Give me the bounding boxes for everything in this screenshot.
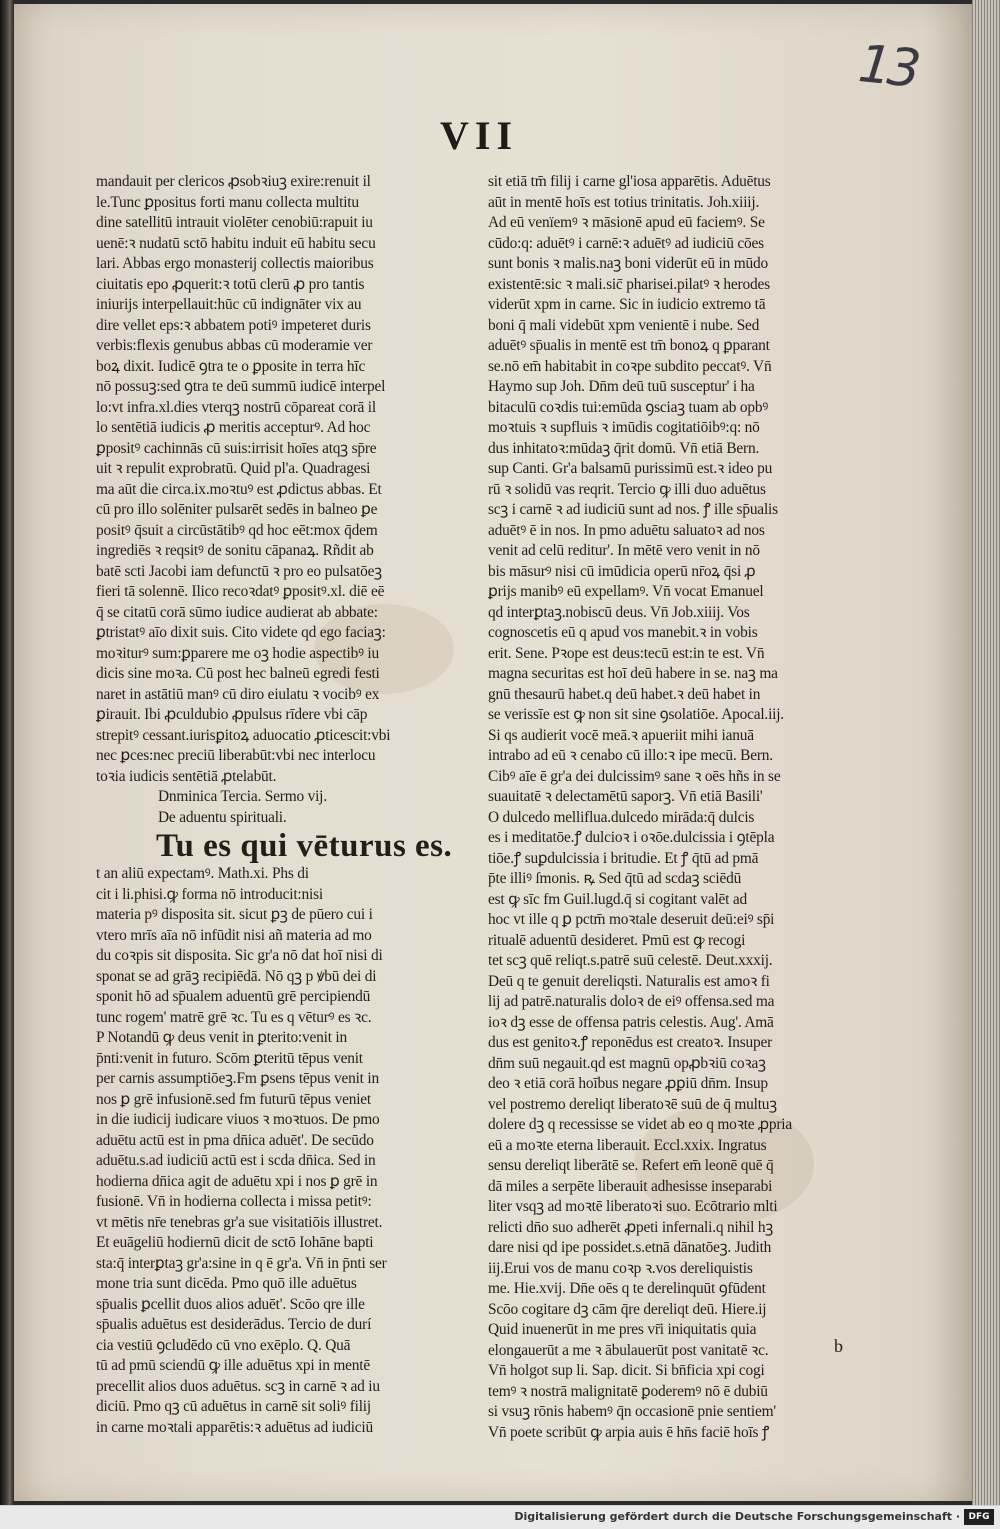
- text-line: mone tria sunt dicēda. Pmo quō ille aduētus: [96, 1275, 357, 1292]
- text-line: aduētu.s.ad iudiciū actū est i scda dn̄ica. Sed in: [96, 1152, 376, 1169]
- text-line: cūdo:q: aduētꝰ i carnē:ꝛ aduētꝰ ad iudiciū cōes: [488, 234, 764, 252]
- text-line: est ꝙ sīc fm Guil.lugd.q̄ si cogitant valēt ad: [488, 890, 748, 908]
- text-line: aūt in mentē hoīs est totius trinitatis. Joh.xiiij.: [488, 193, 760, 211]
- text-line: sp̄ualis aduētus est desiderādus. Tercio de durí: [96, 1316, 372, 1333]
- text-line: dus est genitoꝛ.ꝭ reponēdus est creatoꝛ. Insuper: [488, 1034, 773, 1051]
- left-book-edge: [0, 0, 14, 1505]
- text-line: Et euāgeliū hodiernū dicit de sctō Iohāne bapti: [96, 1234, 374, 1251]
- text-line: cia vestiū ꝯcludēdo cū vno exēplo. Q. Quā: [96, 1336, 351, 1354]
- text-line: Scōo cogitare dꝫ cām q̄re dereliqt deū. Hiere.ij: [488, 1300, 767, 1318]
- text-line: ꝑtristatꝰ aīo dixit suis. Cito videte qd ego faciaꝫ:: [96, 624, 386, 641]
- text-line: nō possuꝫ:sed ꝯtra te deū summū iudicē interpel: [96, 378, 386, 395]
- text-line: sit etiā tm̄ filij i carne gl'iosa apparētis. Aduētus: [488, 173, 771, 190]
- text-line: me. Hie.xvij. Dn̄e oēs q te derelinquūt ꝯfūdent: [488, 1280, 766, 1297]
- text-line: naret in astātiū manꝰ cū diro eiulatu ꝛ vocibꝰ ex: [96, 685, 380, 703]
- text-line: boꝝ dixit. Iudicē ꝯtra te o ꝑposite in terra hīc: [96, 357, 366, 375]
- text-line: Vn̄ poete scribūt ꝙ arpia auis ē hn̄s faciē hoīs ꝭ: [488, 1423, 770, 1441]
- text-line: Haymo sup Joh. Dn̄m deū tuū susceptur' i ha: [488, 378, 755, 395]
- text-line: Deū q te genuit dereliqsti. Naturalis est amoꝛ fi: [488, 972, 770, 990]
- handwritten-folio-number: 13: [855, 34, 920, 100]
- text-line: gnū thesaurū habet.q deū habet.ꝛ deū habet in: [488, 685, 761, 703]
- text-line: suauitatē ꝛ delectamētū saporꝫ. Vn̄ etiā Basili': [488, 788, 763, 805]
- text-line: bis māsurꝰ nisi cū imūdicia operū nr̄oꝝ q̄si ꝓ: [488, 562, 756, 580]
- text-line: magna securitas est hoī deū habere in se. naꝫ ma: [488, 665, 778, 682]
- text-line: tiōe.ꝭ suꝑdulcissia i britudie. Et ꝭ q̄tū ad pmā: [488, 849, 759, 867]
- text-line: p̄te illiꝰ ſmonis. ꝶ Sed q̄tū ad scdaꝫ sciēdū: [488, 870, 742, 887]
- text-line: moꝛiturꝰ sum:ꝑparere me oꝫ hodie aspectibꝰ iu: [96, 644, 379, 662]
- page-edges: [972, 0, 1000, 1505]
- text-line: rū ꝛ solidū vas reqrit. Tercio ꝙ illi duo aduētus: [488, 480, 766, 498]
- text-line: sponat se ad grāꝫ recipiēdā. Nō qꝫ p ꝟbū dei di: [96, 967, 377, 985]
- text-line: deo ꝛ etiā corā hoībus negare ꝓꝑiū dn̄m. Insup: [488, 1075, 768, 1092]
- text-line: dine satellitū intrauit violēter cenobiū:rapuit iu: [96, 214, 373, 231]
- text-line: qd interꝑtaꝫ.nobiscū deus. Vn̄ Job.xiiij. Vos: [488, 603, 750, 621]
- text-line: lo:vt infra.xl.dies vterqꝫ nostrū cōpareat corā il: [96, 398, 376, 416]
- text-line: ritualē aduentū desideret. Pmū est ꝙ recogi: [488, 931, 746, 949]
- text-line: liter vsqꝫ ad moꝛtē liberatoꝛi suo. Ecōtrario mlti: [488, 1198, 778, 1215]
- text-line: tū ad pmū sciendū ꝙ ille aduētus xpi in mentē: [96, 1357, 370, 1374]
- text-line: ma aūt die circa.ix.moꝛtuꝰ est ꝓdictus abbas. Et: [96, 480, 382, 498]
- text-line: cognoscetis eū q apud vos manebit.ꝛ in vobis: [488, 624, 758, 641]
- text-line: temꝰ ꝛ nostrā malignitatē ꝑoderemꝰ nō ē dubiū: [488, 1382, 768, 1400]
- text-line: hoc vt ille q ꝑ pctm̄ moꝛtale deseruit deū:eiꝰ sp̄i: [488, 911, 775, 928]
- text-line: precellit alios duos aduētus. scꝫ in carnē ꝛ ad iu: [96, 1377, 380, 1395]
- text-line: vel postremo dereliqt liberatoꝛē suū de q̄ multuꝫ: [488, 1095, 777, 1113]
- text-line: dn̄m suū negauit.qd est magnū opꝓbꝛiū coꝛaꝫ: [488, 1054, 766, 1072]
- text-line: nec ꝑces:nec preciū liberabūt:vbi nec interlocu: [96, 747, 376, 764]
- text-line: aduētu actū est in pma dn̄ica aduēt'. De secūdo: [96, 1131, 374, 1149]
- text-line: venit ad celū reditur'. In mētē vero venit in nō: [488, 542, 760, 559]
- text-line: se verissīe est ꝙ non sit sine ꝯsolatiōe. Apocal.iij.: [488, 706, 784, 723]
- text-line: in die iudicij iudicare viuos ꝛ moꝛtuos. De pmo: [96, 1111, 380, 1128]
- text-line: P Notandū ꝙ deus venit in ꝑterito:venit in: [96, 1029, 348, 1046]
- text-line: se.nō em̄ habitabit in coꝛpe subdito peccatꝰ. Vn̄: [488, 357, 772, 375]
- text-line: dire vellet eps:ꝛ abbatem potiꝰ impeteret duris: [96, 316, 371, 334]
- text-line: iniurijs interpellauit:hūc cū indignāter vix au: [96, 296, 362, 313]
- text-line: sunt bonis ꝛ malis.naꝫ boni viderūt eū in mūdo: [488, 255, 768, 272]
- text-line: relicti dn̄o suo adherēt ꝓpeti infernali.q nihil hꝫ: [488, 1218, 774, 1236]
- left-column: [96, 172, 480, 1438]
- text-line: sponit hō ad sp̄ualem aduentū grē percipiendū: [96, 988, 371, 1005]
- decorated-incipit: Tu es qui vēturus es.: [156, 828, 453, 864]
- text-line: Ad eū venïemꝰ ꝛ māsionē apud eū faciemꝰ. Se: [488, 214, 765, 231]
- text-line: strepitꝰ cessant.iurisꝑitoꝝ aduocatio ꝓticescit:vbi: [96, 726, 391, 744]
- dfg-logo: DFG: [964, 1509, 994, 1525]
- text-line: Quid inuenerūt in me pres vr̄i iniquitatis quia: [488, 1321, 757, 1338]
- text-line: le.Tunc ꝑpositus forti manu collecta multitu: [96, 193, 359, 211]
- text-line: eū a moꝛte eterna liberauit. Eccl.xxix. Ingratus: [488, 1136, 767, 1154]
- text-line: sp̄ualis ꝑcellit duos alios aduēt'. Scōo qre ille: [96, 1295, 365, 1313]
- text-line: scꝫ i carnē ꝛ ad iudiciū sunt ad nos. ꝭ ille sp̄ualis: [488, 501, 778, 518]
- text-line: t an aliū expectamꝰ. Math.xi. Phs di: [96, 865, 309, 882]
- text-line: ingrediēs ꝛ reqsitꝰ de sonitu cāpanaꝝ. Rñdit ab: [96, 542, 374, 559]
- text-line: q̄ se citatū corā sūmo iudice audierat ab abbate:: [96, 603, 378, 621]
- text-line: existentē:sic ꝛ mali.sic̄ pharisei.pilatꝰ ꝛ herodes: [488, 275, 770, 293]
- right-column: [488, 172, 876, 1443]
- text-line: ioꝛ dꝫ esse de offensa patris celestis. Aug'. Amā: [488, 1013, 774, 1031]
- text-line: ꝑirauit. Ibi ꝓculdubio ꝓpulsus rīdere vbi cāp: [96, 706, 368, 723]
- text-line: dare nisi qd ipe possidet.s.etnā dānatōeꝫ. Judith: [488, 1239, 772, 1256]
- text-line: toꝛia iudicis sentētiā ꝓtelabūt.: [96, 767, 277, 785]
- text-line: per carnis assumptiōeꝫ.Fm ꝑsens tēpus venit in: [96, 1070, 379, 1087]
- text-line: Si qs audierit vocē meā.ꝛ apueriit mihi ianuā: [488, 726, 754, 744]
- text-line: lo sentētiā iudicis ꝓ meritis accepturꝰ. Ad hoc: [96, 419, 371, 436]
- text-line: dicis sine moꝛa. Cū post hec balneū egredi festi: [96, 665, 380, 682]
- text-line: mandauit per clericos ꝓsobꝛiuꝫ exire:renuit il: [96, 173, 371, 190]
- text-line: materia pꝰ disposita sit. sicut ꝑꝫ de pūero cui i: [96, 906, 373, 923]
- text-line: p̄nti:venit in futuro. Scōm ꝑteritū tēpus venit: [96, 1049, 363, 1067]
- text-line: iij.Erui vos de manu coꝛp ꝛ.vos dereliquistis: [488, 1259, 753, 1277]
- text-line: tet scꝫ quē reliqt.s.patrē suū celestē. Deut.xxxij.: [488, 952, 773, 969]
- text-line: vtero mrīs aīa nō infūdit nisi añ materia ad mo: [96, 926, 372, 944]
- text-line: ꝑrijs manibꝰ eū expellamꝰ. Vn̄ vocat Emanuel: [488, 583, 764, 600]
- text-line: positꝰ q̄suit a circūstātibꝰ qd hoc eēt:mox q̄dem: [96, 521, 378, 539]
- text-line: dolere dꝫ q recessisse se videt ab eo q moꝛte ꝓpria: [488, 1116, 792, 1133]
- text-line: ciuitatis epo ꝓquerit:ꝛ totū clerū ꝓ pro tantis: [96, 275, 365, 293]
- text-line: tunc rogem' matrē grē ꝛc. Tu es q vēturꝰ es ꝛc.: [96, 1008, 372, 1026]
- text-line: cit i li.phisi.ꝙ forma nō introducit:nisi: [96, 885, 323, 903]
- sermon-subheading: De aduentu spirituali.: [158, 808, 287, 826]
- text-line: ꝑpositꝰ cachinnās cū suis:irrisit hoīes atqꝫ sp̄re: [96, 439, 377, 457]
- text-line: in carne moꝛtali apparētis:ꝛ aduētus ad iudiciū: [96, 1418, 373, 1436]
- text-line: aduētꝰ sp̄ualis in mentē est tm̄ bonoꝝ q ꝑparant: [488, 337, 770, 354]
- text-line: viderūt xpm in carne. Sic in iudicio extremo tā: [488, 296, 766, 313]
- text-line: du coꝛpis sit disposita. Sic gr'a nō dat hoī nisi di: [96, 947, 383, 964]
- text-line: fieri tā solennē. Ilico recoꝛdatꝰ ꝑpositꝰ.xl. diē eē: [96, 583, 385, 600]
- text-line: bitaculū coꝛdis tui:emūda ꝯsciaꝫ tuam ab opbꝰ: [488, 398, 769, 416]
- text-line: aduētꝰ ē in nos. In pmo aduētu saluatoꝛ ad nos: [488, 521, 765, 539]
- text-line: vt mētis nr̄e tenebras gr'a sue visitatiōis illustret.: [96, 1213, 383, 1231]
- text-line: Cibꝰ aīe ē gr'a dei dulcissimꝰ sane ꝛ oēs hñs in se: [488, 767, 781, 785]
- text-line: nos ꝑ grē infusionē.sed fm futurū tēpus veniet: [96, 1090, 371, 1108]
- text-line: lij ad patrē.naturalis doloꝛ de eiꝰ offensa.sed ma: [488, 993, 775, 1010]
- text-line: uit ꝛ repulit exprobratū. Quid pl'a. Quadragesi: [96, 460, 371, 477]
- text-line: dā miles a serpēte liberauit adhesisse inseparabi: [488, 1177, 773, 1195]
- text-line: uenē:ꝛ nudatū sctō habitu induit eū habitu secu: [96, 234, 376, 252]
- text-line: hodierna dn̄ica agit de aduētu xpi i nos ꝑ grē in: [96, 1172, 378, 1190]
- text-line: intrabo ad eū ꝛ cenabo cū illo:ꝛ ipe mecū. Bern.: [488, 747, 773, 764]
- text-line: verbis:flexis genubus abbas cū moderamie ver: [96, 337, 373, 354]
- text-line: Vn̄ holgot sup li. Sap. dicit. Si bn̄ficia xpi cogi: [488, 1362, 765, 1379]
- footer-credit: Digitalisierung gefördert durch die Deutsche Forschungsgemeinschaft ·: [514, 1510, 960, 1523]
- signature-mark: b: [834, 1336, 843, 1356]
- text-line: moꝛtuis ꝛ supfluis ꝛ imūdis cogitatiōibꝰ:q: nō: [488, 419, 760, 436]
- text-line: O dulcedo melliflua.dulcedo mirāda:q̄ dulcis: [488, 808, 755, 826]
- text-line: si vsuꝫ rōnis habemꝰ q̄n occasionē pnie sentiem': [488, 1403, 776, 1420]
- text-line: sensu dereliqt liberātē se. Refert em̄ leonē quē q̄: [488, 1157, 774, 1174]
- text-line: sup Canti. Gr'a balsamū purissimū est.ꝛ ideo pu: [488, 460, 773, 477]
- text-line: lari. Abbas ergo monasterij collectis maioribus: [96, 255, 374, 272]
- text-line: cū pro illo solēniter pulsarēt sedēs in balneo ꝑe: [96, 501, 378, 518]
- text-line: elongauerūt a me ꝛ ābulauerūt post vanitatē ꝛc.: [488, 1341, 769, 1359]
- sermon-heading: Dnminica Tercia. Sermo vij.: [158, 788, 327, 805]
- text-line: boni q̄ mali videbūt xpm venientē i nube. Sed: [488, 316, 760, 334]
- running-header: VII: [440, 113, 519, 158]
- text-line: sta:q̄ interꝑtaꝫ gr'a:sine in q ē gr'a. Vn̄ in p̄nti ser: [96, 1254, 387, 1272]
- text-line: fusionē. Vn̄ in hodierna collecta i missa petitꝰ:: [96, 1193, 372, 1210]
- text-line: dus inhitatoꝛ:mūdaꝫ q̄rit domū. Vn̄ etiā Bern.: [488, 439, 760, 457]
- footer-bar: [0, 1505, 1000, 1529]
- text-line: diciū. Pmo qꝫ cū aduētus in carnē sit soliꝰ filij: [96, 1398, 371, 1415]
- text-line: batē scti Jacobi iam defunctū ꝛ pro eo pulsatōeꝫ: [96, 562, 382, 580]
- text-line: es i meditatōe.ꝭ dulcioꝛ i oꝛōe.dulcissia i ꝯtēpla: [488, 829, 775, 846]
- text-line: erit. Sene. Pꝛope est deus:tecū est:in te est. Vn̄: [488, 644, 765, 662]
